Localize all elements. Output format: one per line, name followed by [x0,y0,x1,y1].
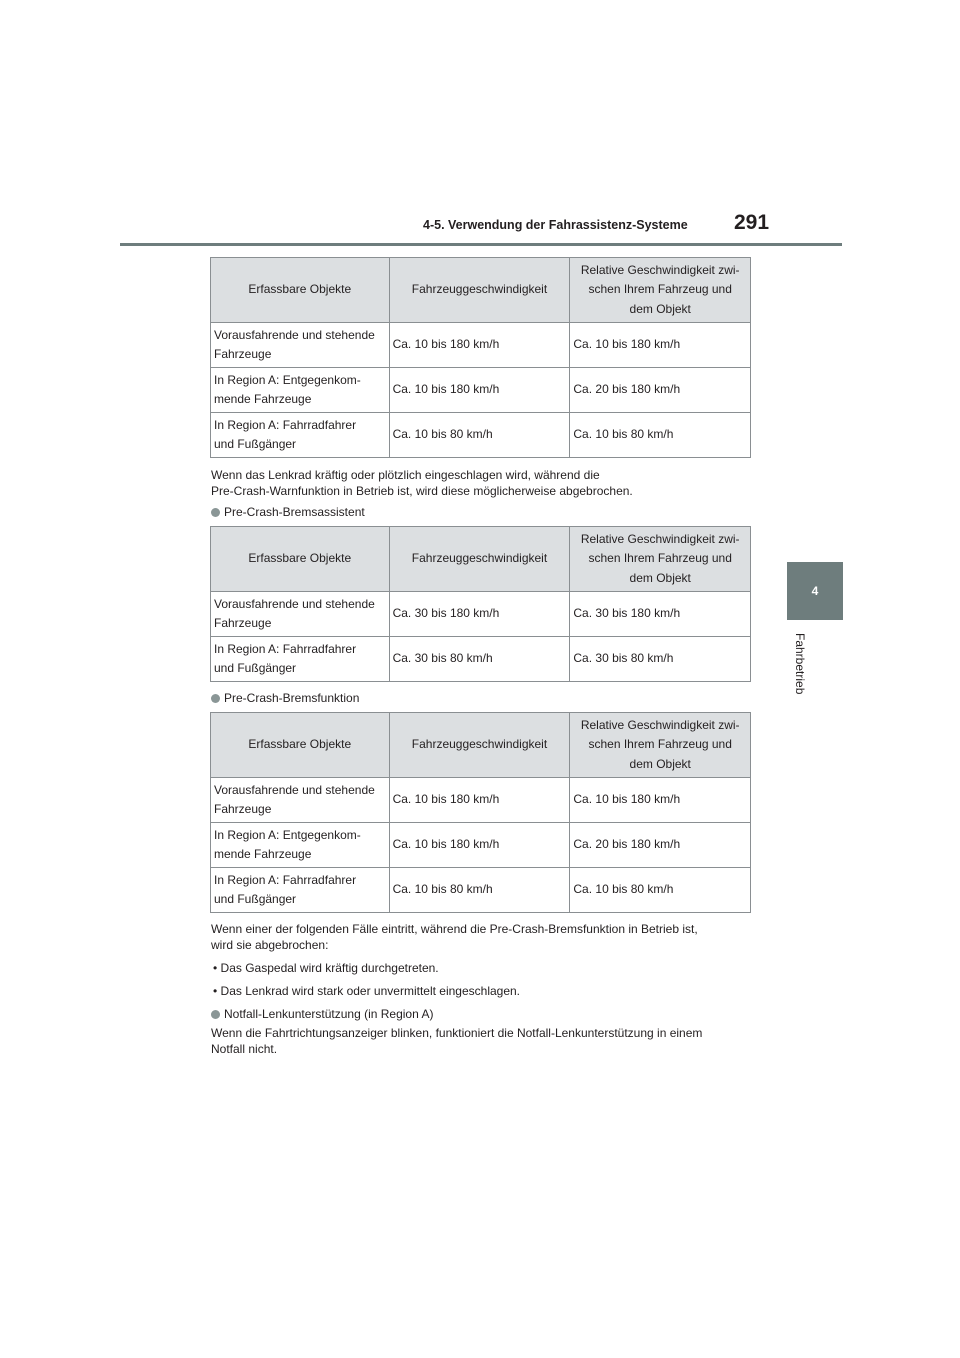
cell-relative-speed: Ca. 20 bis 180 km/h [570,368,751,413]
paragraph-brake-cancel: Wenn einer der folgenden Fälle eintritt, während die Pre-Crash-Bremsfunktion in Betrieb ist, wird sie abgebrochen: [211,922,698,952]
cell-relative-speed: Ca. 30 bis 180 km/h [570,592,751,637]
table-row [211,823,751,868]
bullet-dot-icon [211,1010,220,1019]
cell-relative-speed: Ca. 10 bis 80 km/h [570,868,751,913]
table-row [211,323,751,368]
header-relative-speed: Relative Geschwindigkeit zwi- schen Ihrem Fahrzeug und dem Objekt [570,713,751,778]
header-vehicle-speed: Fahrzeuggeschwindigkeit [389,258,570,323]
chapter-tab[interactable] [787,562,843,620]
header-vehicle-speed: Fahrzeuggeschwindigkeit [389,527,570,592]
cell-relative-speed: Ca. 10 bis 180 km/h [570,323,751,368]
cell-object: In Region A: Fahrradfahrer und Fußgänger [211,868,390,913]
header-relative-speed: Relative Geschwindigkeit zwi- schen Ihrem Fahrzeug und dem Objekt [570,258,751,323]
cell-object: In Region A: Entgegenkom- mende Fahrzeuge [211,823,390,868]
cell-vehicle-speed: Ca. 10 bis 180 km/h [389,823,570,868]
cell-object: Vorausfahrende und stehende Fahrzeuge [211,778,390,823]
page-header [0,0,960,250]
section-title: 4-5. Verwendung der Fahrassistenz-Systeme [423,218,688,232]
bullet-brake-assist [211,504,365,520]
cell-object: In Region A: Entgegenkom- mende Fahrzeuge [211,368,390,413]
page-number: 291 [734,211,770,234]
list-item: • Das Lenkrad wird stark oder unvermittelt eingeschlagen. [213,984,521,998]
table-brake-assist [210,526,751,682]
cell-object: Vorausfahrende und stehende Fahrzeuge [211,592,390,637]
bullet-dot-icon [211,508,220,517]
cell-vehicle-speed: Ca. 10 bis 180 km/h [389,323,570,368]
header-relative-speed: Relative Geschwindigkeit zwi- schen Ihrem Fahrzeug und dem Objekt [570,527,751,592]
bullet-label: Pre-Crash-Bremsassistent [224,505,365,519]
header-objects: Erfassbare Objekte [211,527,390,592]
header-divider [120,243,842,246]
header-objects: Erfassbare Objekte [211,258,390,323]
cell-relative-speed: Ca. 20 bis 180 km/h [570,823,751,868]
table-row [211,592,751,637]
cell-object: In Region A: Fahrradfahrer und Fußgänger [211,413,390,458]
paragraph-emergency-steering: Wenn die Fahrtrichtungsanzeiger blinken, funktioniert die Notfall-Lenkunterstützung in einem Notfall nicht. [211,1026,703,1056]
table-row [211,413,751,458]
cell-vehicle-speed: Ca. 10 bis 80 km/h [389,413,570,458]
header-objects: Erfassbare Objekte [211,713,390,778]
paragraph-warning-cancel: Wenn das Lenkrad kräftig oder plötzlich eingeschlagen wird, während die Pre-Crash-Warnfunktion in Betrieb ist, wird diese möglicherweise abgebrochen. [211,468,633,498]
bullet-label: Notfall-Lenkunterstützung (in Region A) [224,1007,434,1021]
chapter-label: Fahrbetrieb [793,633,807,695]
cell-vehicle-speed: Ca. 10 bis 180 km/h [389,778,570,823]
list-item: • Das Gaspedal wird kräftig durchgetreten. [213,961,439,975]
table-row [211,368,751,413]
cell-object: Vorausfahrende und stehende Fahrzeuge [211,323,390,368]
cell-vehicle-speed: Ca. 10 bis 180 km/h [389,368,570,413]
table-pre-crash-warning [210,257,751,458]
header-vehicle-speed: Fahrzeuggeschwindigkeit [389,713,570,778]
cell-object: In Region A: Fahrradfahrer und Fußgänger [211,637,390,682]
cell-relative-speed: Ca. 30 bis 80 km/h [570,637,751,682]
chapter-number: 4 [811,584,819,598]
cell-vehicle-speed: Ca. 30 bis 80 km/h [389,637,570,682]
cell-vehicle-speed: Ca. 30 bis 180 km/h [389,592,570,637]
cell-relative-speed: Ca. 10 bis 180 km/h [570,778,751,823]
cell-relative-speed: Ca. 10 bis 80 km/h [570,413,751,458]
bullet-dot-icon [211,694,220,703]
table-row [211,637,751,682]
table-brake-function [210,712,751,913]
table-row [211,778,751,823]
table-row [211,868,751,913]
bullet-brake-function [211,690,359,706]
bullet-label: Pre-Crash-Bremsfunktion [224,691,360,705]
bullet-emergency-steering [211,1006,433,1022]
cell-vehicle-speed: Ca. 10 bis 80 km/h [389,868,570,913]
